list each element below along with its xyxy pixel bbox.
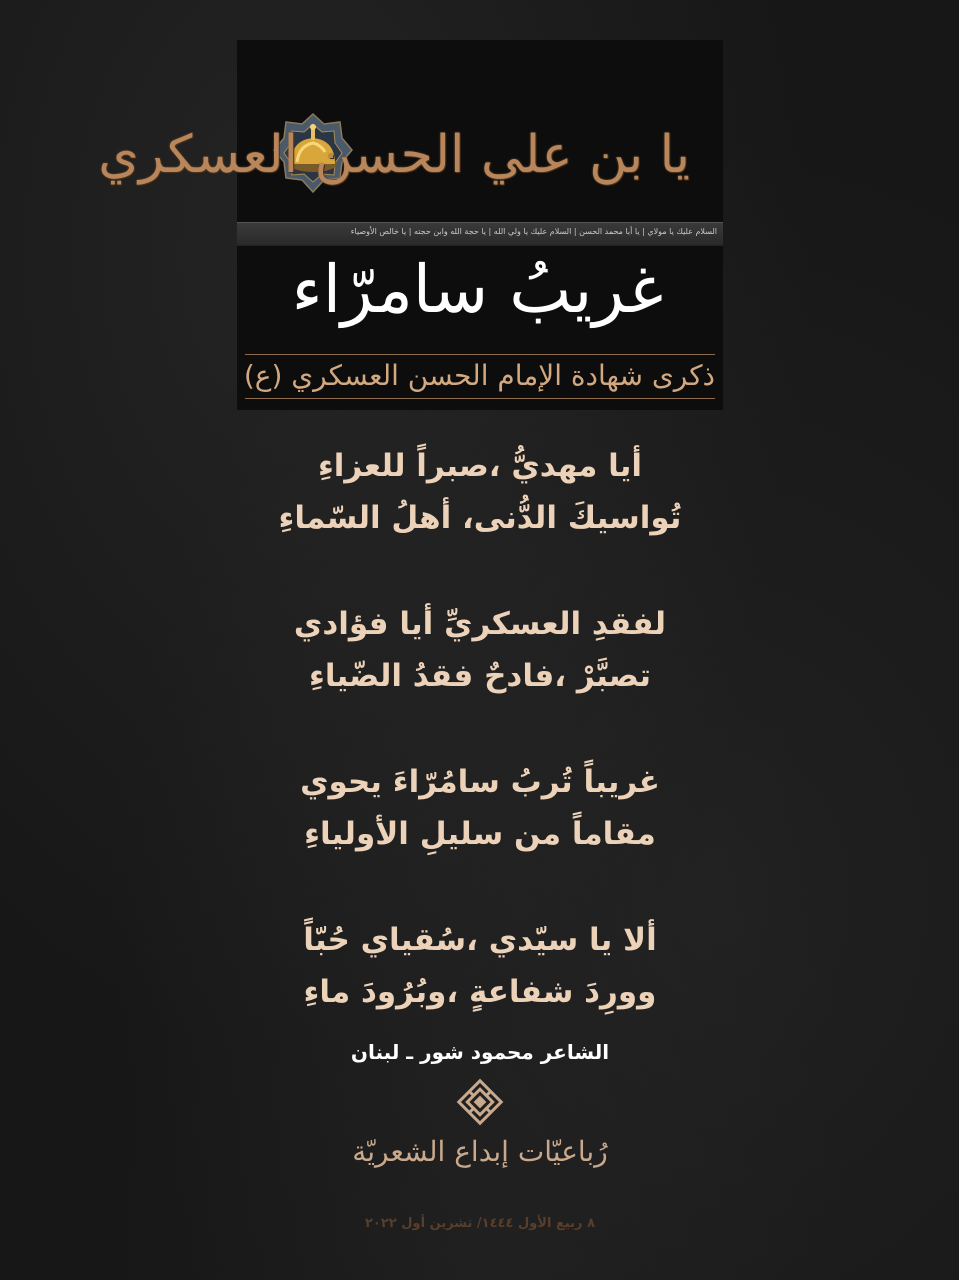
verse-line: ألا يا سيّدي ،سُقياي حُبّاً	[303, 922, 657, 958]
verse-line: مقاماً من سليلِ الأولياءِ	[304, 816, 656, 852]
series-name: رُباعيّات إبداع الشعريّة	[352, 1135, 608, 1168]
verse-line: لفقدِ العسكريِّ أيا فؤادي	[293, 606, 667, 642]
stanza	[180, 598, 780, 702]
ticker-text: السلام عليك يا مولاي | يا أبا محمد الحسن | السلام عليك يا ولي الله | يا حجة الله وابن حجته | يا خالص الأوصياء	[350, 227, 717, 236]
stanza	[180, 440, 780, 544]
kufic-square-emblem-icon	[456, 1078, 504, 1126]
verse-line: غريباً تُربُ سامُرّاءَ يحوي	[300, 764, 660, 800]
calligraphy-title: يا بن علي الحسن العسكري	[98, 125, 690, 185]
date-line: ٨ ربيع الأول ١٤٤٤/ تشرين أول ٢٠٢٢	[365, 1216, 595, 1231]
stanza	[180, 756, 780, 860]
verse-line: تُواسيكَ الدُّنى، أهلُ السّماءِ	[278, 500, 682, 536]
verse-line: تصبَّرْ ،فادحٌ فقدُ الضّياءِ	[309, 658, 651, 694]
stanza	[180, 914, 780, 1018]
subtitle: ذكرى شهادة الإمام الحسن العسكري (ع)	[243, 359, 715, 392]
main-title: غريبُ سامرّاء	[291, 251, 664, 328]
poet-credit: الشاعر محمود شور ـ لبنان	[350, 1040, 610, 1064]
verse-line: وورِدَ شفاعةٍ ،وبُرُودَ ماءِ	[303, 974, 657, 1010]
divider-bottom	[245, 398, 715, 399]
poem	[180, 440, 780, 1072]
verse-line: أيا مهديُّ ،صبراً للعزاءِ	[317, 448, 643, 484]
divider-top	[245, 354, 715, 355]
